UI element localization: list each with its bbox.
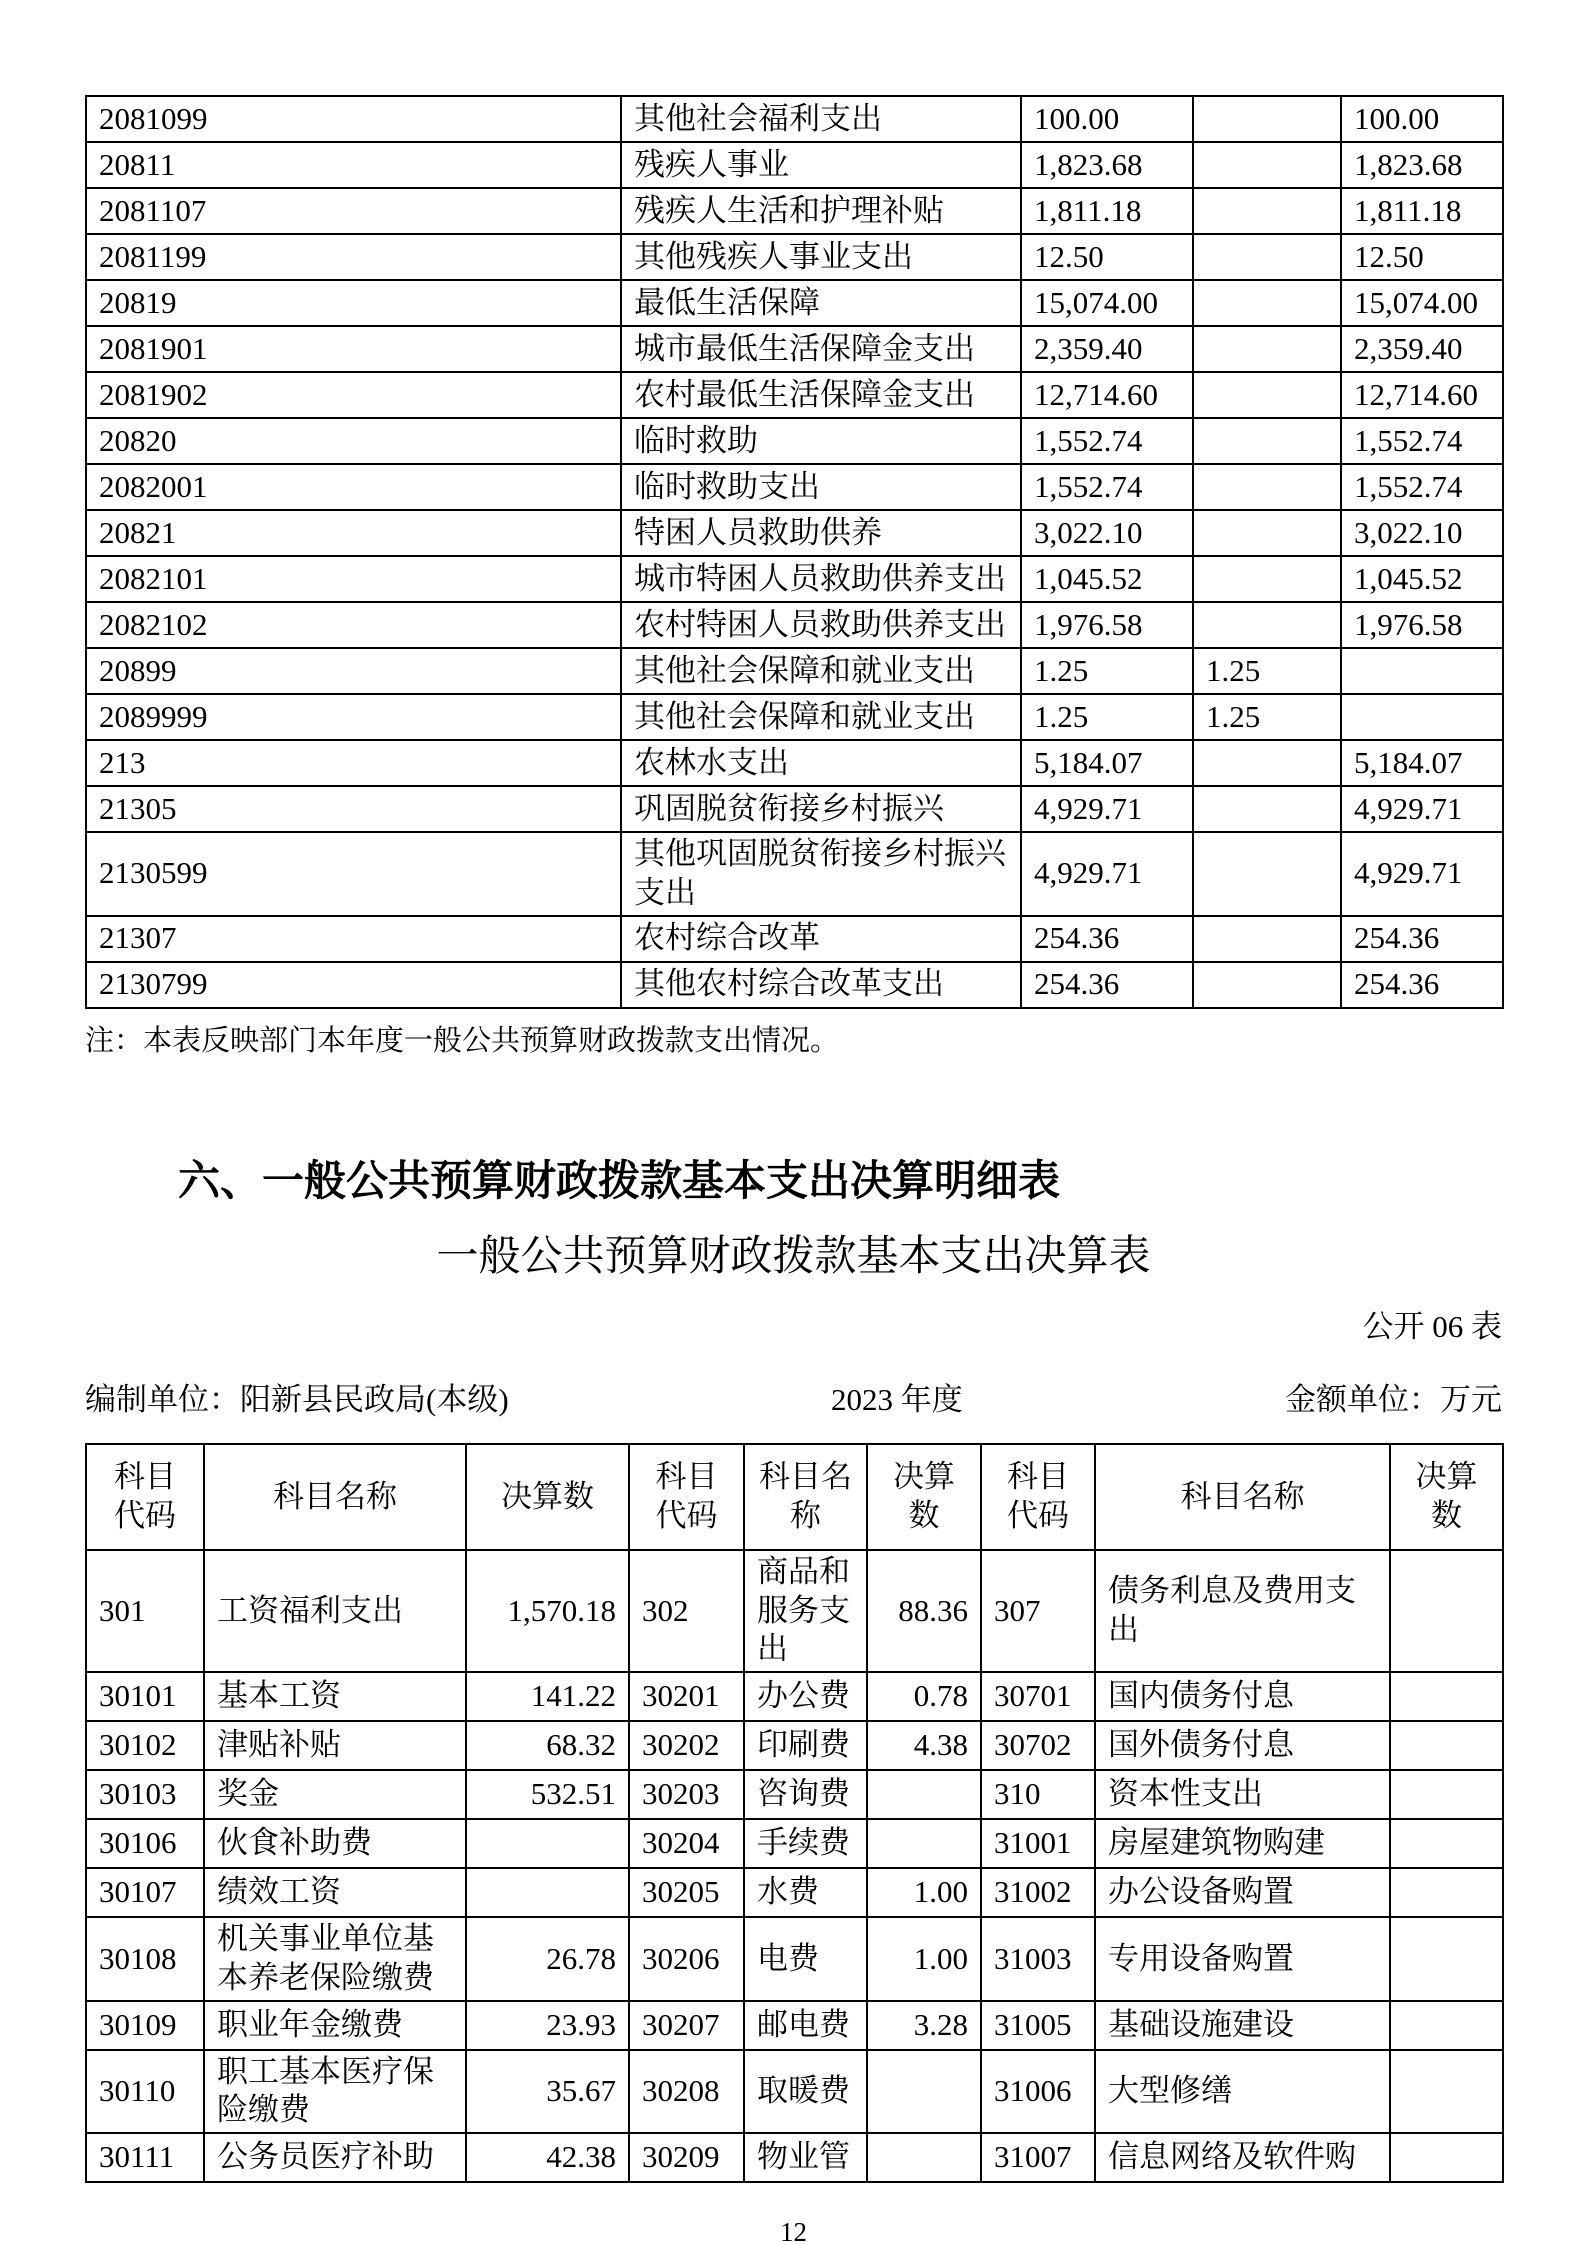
table-cell	[1390, 1868, 1503, 1917]
table-row	[86, 740, 1503, 786]
table-cell: 2081099	[86, 96, 621, 142]
table-cell: 办公设备购置	[1095, 1868, 1390, 1917]
table-cell: 基础设施建设	[1095, 2001, 1390, 2050]
table-cell: 30111	[86, 2133, 204, 2182]
table-cell	[867, 1819, 981, 1868]
table-cell: 2,359.40	[1021, 326, 1193, 372]
table-cell: 21307	[86, 916, 621, 962]
table-cell	[1193, 510, 1341, 556]
table-cell: 2081199	[86, 234, 621, 280]
table-cell: 30203	[629, 1770, 744, 1819]
table-cell: 其他巩固脱贫衔接乡村振兴支出	[621, 832, 1021, 916]
table-cell	[1341, 694, 1503, 740]
table-cell	[1390, 1819, 1503, 1868]
table-row	[86, 1868, 1503, 1917]
table-cell	[1390, 2001, 1503, 2050]
table-cell: 0.78	[867, 1672, 981, 1721]
table-cell: 4,929.71	[1341, 832, 1503, 916]
table-cell: 1,811.18	[1341, 188, 1503, 234]
table-cell: 30701	[981, 1672, 1095, 1721]
table-cell: 特困人员救助供养	[621, 510, 1021, 556]
table-cell	[1193, 188, 1341, 234]
table-cell: 临时救助支出	[621, 464, 1021, 510]
page-number: 12	[780, 2217, 807, 2245]
table-cell: 21305	[86, 786, 621, 832]
table-cell	[466, 1868, 629, 1917]
table-cell: 2130799	[86, 962, 621, 1008]
table-cell: 绩效工资	[204, 1868, 466, 1917]
table-cell: 532.51	[466, 1770, 629, 1819]
table-row	[86, 1819, 1503, 1868]
table-cell: 1.25	[1193, 648, 1341, 694]
column-header: 科目名称	[204, 1444, 466, 1550]
basic-expenditure-table-title: 一般公共预算财政拨款基本支出决算表	[436, 1231, 1151, 1279]
table-cell	[1193, 326, 1341, 372]
table-row	[86, 418, 1503, 464]
column-header: 决算数	[466, 1444, 629, 1550]
table-row	[86, 1550, 1503, 1672]
table-cell	[466, 1819, 629, 1868]
table-cell: 15,074.00	[1021, 280, 1193, 326]
table-cell: 城市最低生活保障金支出	[621, 326, 1021, 372]
table-cell: 农林水支出	[621, 740, 1021, 786]
table-cell: 30101	[86, 1672, 204, 1721]
table-cell: 30702	[981, 1721, 1095, 1770]
table-cell: 2130599	[86, 832, 621, 916]
table-cell: 职工基本医疗保险缴费	[204, 2050, 466, 2134]
table-cell: 工资福利支出	[204, 1550, 466, 1672]
table-row	[86, 916, 1503, 962]
table-cell: 4,929.71	[1021, 786, 1193, 832]
table-cell: 30106	[86, 1819, 204, 1868]
table-cell	[1390, 2050, 1503, 2134]
table-cell	[1193, 786, 1341, 832]
table-cell: 巩固脱贫衔接乡村振兴	[621, 786, 1021, 832]
table-cell: 3.28	[867, 2001, 981, 2050]
table-row	[86, 648, 1503, 694]
column-header: 决算数	[1390, 1444, 1503, 1550]
table-cell: 国外债务付息	[1095, 1721, 1390, 1770]
table-row	[86, 326, 1503, 372]
table-cell: 42.38	[466, 2133, 629, 2182]
column-header: 决算数	[867, 1444, 981, 1550]
basic-expenditure-table	[85, 1443, 1504, 2183]
table-row	[86, 142, 1503, 188]
table-cell: 1,811.18	[1021, 188, 1193, 234]
table-cell: 3,022.10	[1341, 510, 1503, 556]
section-title: 六、一般公共预算财政拨款基本支出决算明细表	[178, 1157, 1061, 1205]
table-cell: 电费	[744, 1917, 867, 2001]
table-cell	[1193, 464, 1341, 510]
table-cell: 302	[629, 1550, 744, 1672]
table-cell: 其他社会保障和就业支出	[621, 648, 1021, 694]
table-cell: 254.36	[1021, 916, 1193, 962]
table-cell	[867, 2133, 981, 2182]
basic-expenditure-table-header	[86, 1444, 1503, 1550]
table-cell: 邮电费	[744, 2001, 867, 2050]
table-cell: 1,552.74	[1341, 418, 1503, 464]
table-cell	[1390, 1672, 1503, 1721]
table-cell: 30205	[629, 1868, 744, 1917]
table-cell	[1193, 280, 1341, 326]
fiscal-year: 2023 年度	[830, 1381, 963, 1417]
table-cell: 大型修缮	[1095, 2050, 1390, 2134]
table-cell: 30103	[86, 1770, 204, 1819]
table-cell: 1,823.68	[1021, 142, 1193, 188]
table-row	[86, 2001, 1503, 2050]
table-cell: 临时救助	[621, 418, 1021, 464]
amount-unit: 金额单位：万元	[1285, 1381, 1502, 1417]
table-cell: 1,552.74	[1021, 418, 1193, 464]
table-cell: 城市特困人员救助供养支出	[621, 556, 1021, 602]
table-cell: 1,045.52	[1021, 556, 1193, 602]
table-row	[86, 832, 1503, 916]
table-cell: 100.00	[1341, 96, 1503, 142]
table-cell: 2,359.40	[1341, 326, 1503, 372]
table-cell: 津贴补贴	[204, 1721, 466, 1770]
table-cell: 12,714.60	[1021, 372, 1193, 418]
table-cell: 5,184.07	[1341, 740, 1503, 786]
table-row	[86, 188, 1503, 234]
table-cell: 30208	[629, 2050, 744, 2134]
table-cell	[1193, 916, 1341, 962]
table-cell	[1390, 1770, 1503, 1819]
table-cell: 办公费	[744, 1672, 867, 1721]
table-cell: 1,552.74	[1341, 464, 1503, 510]
table-cell	[1193, 832, 1341, 916]
table-cell: 68.32	[466, 1721, 629, 1770]
table-cell: 30109	[86, 2001, 204, 2050]
table-cell: 1.00	[867, 1868, 981, 1917]
table-cell: 2082102	[86, 602, 621, 648]
column-header: 科目代码	[629, 1444, 744, 1550]
table-cell	[1390, 2133, 1503, 2182]
table-cell: 20899	[86, 648, 621, 694]
table-row	[86, 464, 1503, 510]
table-cell: 2081902	[86, 372, 621, 418]
table-cell: 奖金	[204, 1770, 466, 1819]
table-cell: 12,714.60	[1341, 372, 1503, 418]
table-row	[86, 1444, 1503, 1550]
column-header: 科目名称	[1095, 1444, 1390, 1550]
table-cell: 30207	[629, 2001, 744, 2050]
table-row	[86, 96, 1503, 142]
table-cell: 254.36	[1021, 962, 1193, 1008]
table-cell: 房屋建筑物购建	[1095, 1819, 1390, 1868]
table-cell: 4.38	[867, 1721, 981, 1770]
table-cell: 4,929.71	[1341, 786, 1503, 832]
table-cell	[1193, 96, 1341, 142]
table-cell: 农村最低生活保障金支出	[621, 372, 1021, 418]
table-cell: 基本工资	[204, 1672, 466, 1721]
general-budget-expenditure-table	[85, 95, 1504, 1009]
table-cell: 20821	[86, 510, 621, 556]
table-cell: 水费	[744, 1868, 867, 1917]
column-header: 科目代码	[86, 1444, 204, 1550]
table-row	[86, 234, 1503, 280]
table-cell: 88.36	[867, 1550, 981, 1672]
table-cell	[1390, 1917, 1503, 2001]
table-row	[86, 2133, 1503, 2182]
table-row	[86, 1672, 1503, 1721]
table-cell: 资本性支出	[1095, 1770, 1390, 1819]
table-cell: 商品和服务支出	[744, 1550, 867, 1672]
table-cell: 2089999	[86, 694, 621, 740]
table-cell: 30110	[86, 2050, 204, 2134]
table-note: 注：本表反映部门本年度一般公共预算财政拨款支出情况。	[85, 1024, 840, 1057]
table-cell: 31006	[981, 2050, 1095, 2134]
table-cell: 30206	[629, 1917, 744, 2001]
table-cell	[1193, 556, 1341, 602]
table-cell: 1,976.58	[1341, 602, 1503, 648]
table-cell: 国内债务付息	[1095, 1672, 1390, 1721]
table-cell: 100.00	[1021, 96, 1193, 142]
table-cell	[1390, 1721, 1503, 1770]
table-cell	[867, 1770, 981, 1819]
table-cell: 20819	[86, 280, 621, 326]
table-cell: 141.22	[466, 1672, 629, 1721]
basic-expenditure-table-body	[86, 1550, 1503, 2182]
table-cell: 机关事业单位基本养老保险缴费	[204, 1917, 466, 2001]
table-cell: 咨询费	[744, 1770, 867, 1819]
public-table-tag: 公开 06 表	[1362, 1308, 1502, 1344]
table-cell: 31002	[981, 1868, 1095, 1917]
table-row	[86, 1721, 1503, 1770]
table-row	[86, 556, 1503, 602]
table-cell: 30209	[629, 2133, 744, 2182]
compiling-unit: 编制单位：阳新县民政局(本级)	[85, 1381, 509, 1417]
table-cell	[1193, 602, 1341, 648]
table-cell: 公务员医疗补助	[204, 2133, 466, 2182]
table-cell: 手续费	[744, 1819, 867, 1868]
table-cell: 30108	[86, 1917, 204, 2001]
table-cell: 310	[981, 1770, 1095, 1819]
table-cell: 3,022.10	[1021, 510, 1193, 556]
table-cell: 取暖费	[744, 2050, 867, 2134]
table-row	[86, 2050, 1503, 2134]
table-cell	[1193, 962, 1341, 1008]
table-row	[86, 1917, 1503, 2001]
column-header: 科目名称	[744, 1444, 867, 1550]
table-cell: 农村特困人员救助供养支出	[621, 602, 1021, 648]
table-cell: 物业管	[744, 2133, 867, 2182]
table-cell	[1193, 372, 1341, 418]
table-cell: 其他残疾人事业支出	[621, 234, 1021, 280]
table-cell: 信息网络及软件购	[1095, 2133, 1390, 2182]
column-header: 科目代码	[981, 1444, 1095, 1550]
table-row	[86, 962, 1503, 1008]
table-cell	[1193, 234, 1341, 280]
table-cell: 其他社会保障和就业支出	[621, 694, 1021, 740]
table-cell: 254.36	[1341, 962, 1503, 1008]
table-cell: 1.25	[1021, 648, 1193, 694]
table-cell	[1193, 142, 1341, 188]
table-row	[86, 280, 1503, 326]
table-cell: 残疾人事业	[621, 142, 1021, 188]
table-cell: 213	[86, 740, 621, 786]
table-cell: 30107	[86, 1868, 204, 1917]
table-cell	[1341, 648, 1503, 694]
table-cell: 1,976.58	[1021, 602, 1193, 648]
table-cell: 254.36	[1341, 916, 1503, 962]
table-cell: 30201	[629, 1672, 744, 1721]
table-cell: 最低生活保障	[621, 280, 1021, 326]
table-cell: 30102	[86, 1721, 204, 1770]
table-cell: 1,045.52	[1341, 556, 1503, 602]
table-cell: 1.00	[867, 1917, 981, 2001]
table-cell: 23.93	[466, 2001, 629, 2050]
table-cell	[867, 2050, 981, 2134]
table-cell: 307	[981, 1550, 1095, 1672]
table-row	[86, 510, 1503, 556]
table-cell: 2082101	[86, 556, 621, 602]
table-cell	[1193, 740, 1341, 786]
table-cell: 31005	[981, 2001, 1095, 2050]
table-row	[86, 694, 1503, 740]
table-cell: 专用设备购置	[1095, 1917, 1390, 2001]
table-meta-line	[85, 1374, 1502, 1419]
table-cell: 26.78	[466, 1917, 629, 2001]
table-cell: 12.50	[1021, 234, 1193, 280]
table-row	[86, 1770, 1503, 1819]
general-budget-expenditure-table-body	[86, 96, 1503, 1008]
table-cell: 2081901	[86, 326, 621, 372]
table-cell: 伙食补助费	[204, 1819, 466, 1868]
table-cell: 1,823.68	[1341, 142, 1503, 188]
table-cell: 20820	[86, 418, 621, 464]
table-cell: 4,929.71	[1021, 832, 1193, 916]
table-cell	[1193, 418, 1341, 464]
table-cell: 30204	[629, 1819, 744, 1868]
table-cell: 20811	[86, 142, 621, 188]
table-cell: 农村综合改革	[621, 916, 1021, 962]
table-cell: 1,552.74	[1021, 464, 1193, 510]
table-cell: 印刷费	[744, 1721, 867, 1770]
table-cell: 其他农村综合改革支出	[621, 962, 1021, 1008]
table-cell: 职业年金缴费	[204, 2001, 466, 2050]
table-cell: 301	[86, 1550, 204, 1672]
table-cell: 残疾人生活和护理补贴	[621, 188, 1021, 234]
table-cell: 1.25	[1193, 694, 1341, 740]
table-cell: 1,570.18	[466, 1550, 629, 1672]
table-cell: 12.50	[1341, 234, 1503, 280]
table-cell: 31003	[981, 1917, 1095, 2001]
table-row	[86, 372, 1503, 418]
table-cell: 31007	[981, 2133, 1095, 2182]
table-cell: 31001	[981, 1819, 1095, 1868]
table-cell: 15,074.00	[1341, 280, 1503, 326]
table-cell	[1390, 1550, 1503, 1672]
table-cell: 1.25	[1021, 694, 1193, 740]
table-row	[86, 786, 1503, 832]
table-cell: 债务利息及费用支出	[1095, 1550, 1390, 1672]
table-cell: 35.67	[466, 2050, 629, 2134]
table-cell: 30202	[629, 1721, 744, 1770]
table-row	[86, 602, 1503, 648]
table-cell: 5,184.07	[1021, 740, 1193, 786]
table-cell: 2081107	[86, 188, 621, 234]
table-cell: 2082001	[86, 464, 621, 510]
table-cell: 其他社会福利支出	[621, 96, 1021, 142]
